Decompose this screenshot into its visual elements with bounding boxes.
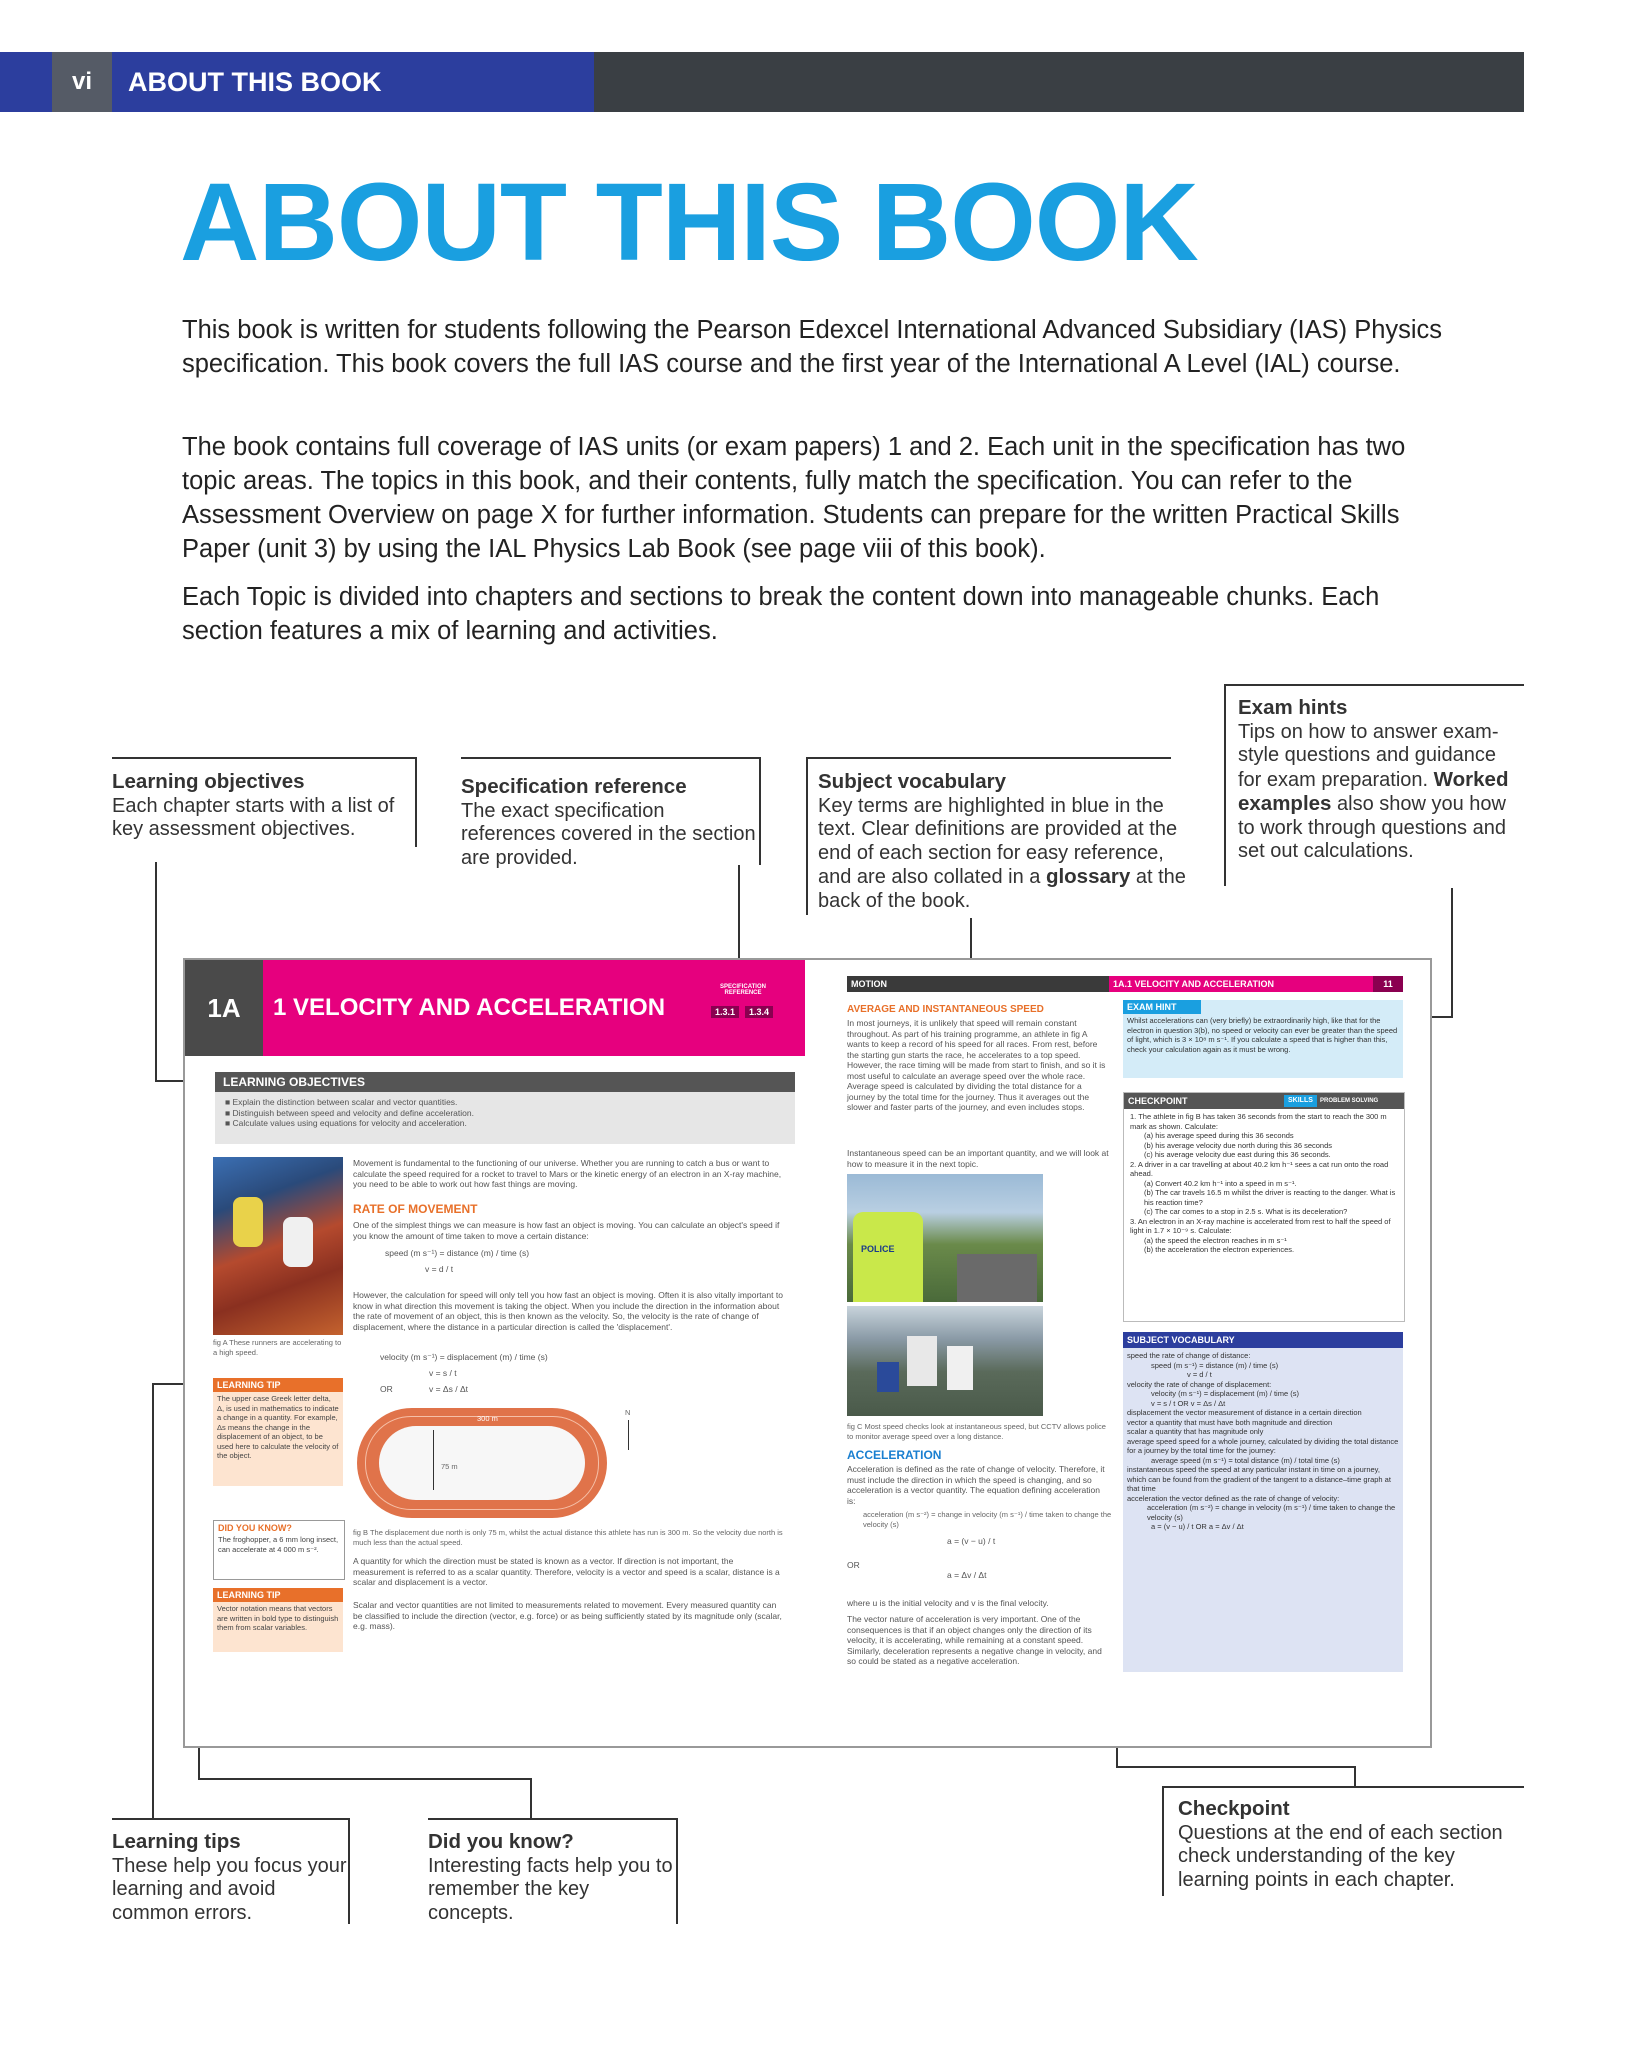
left-page [185, 960, 805, 1746]
running-head-left: MOTION [847, 976, 1109, 992]
callout-text: Each chapter starts with a list of key assessment objectives. [112, 794, 395, 840]
callout-title: Exam hints [1238, 696, 1348, 719]
lo-item: ■ Calculate values using equations for velocity and acceleration. [225, 1118, 467, 1128]
header-title: ABOUT THIS BOOK [112, 52, 594, 112]
learning-tip-heading: LEARNING TIP [213, 1378, 343, 1392]
did-you-know-text: The froghopper, a 6 mm long insect, can accelerate at 4 000 m s⁻². [218, 1535, 339, 1554]
however-text: However, the calculation for speed will only tell you how fast an object is moving. Often it is also vitally important to know in what direction this movement is taking the object. When you include the direction in the information about the rate of movement of an object, this is then known as the velocity. So, the velocity is the rate of change of displacement, where the distance in a particular direction is called the 'displacement'. [353, 1290, 783, 1332]
or-label: OR [380, 1384, 393, 1394]
skills-badge: SKILLS [1284, 1095, 1317, 1107]
callout-text: Key terms are highlighted in blue in the text. Clear definitions are provided at the end of each section for easy reference, and are also collated in a [818, 794, 1178, 888]
acc-text: Acceleration is defined as the rate of change of velocity. Therefore, it must include the direction in which the speed is changing, and so acceleration is a vector quantity. The equation defining acceleration is: [847, 1464, 1105, 1506]
problem-solving-label: PROBLEM SOLVING [1320, 1098, 1379, 1104]
callout-text: The exact specification references covered in the section are provided. [461, 799, 756, 869]
checkpoint-heading: CHECKPOINT SKILLS PROBLEM SOLVING [1124, 1093, 1404, 1109]
vocab-list: speed the rate of change of distance: speed (m s⁻¹) = distance (m) / time (s) v = d / t velocity the rate of change of displacement: velocity (m s⁻¹) = displacement (m) / time (s) v = s / t OR v = Δs / Δt displacement the vector measurement of distance in a certain direction vector a quantity that must have both magnitude and direction scalar a quantity that has magnitude only average speed speed for a whole journey, calculated by dividing the total distance for a journey by the total time for the journey: average speed (m s⁻¹) = total distance (m) / total time (s) instantaneous speed the speed at any particular instant in time on a journey, which can be found from the gradient of the tangent to a distance–time graph at that time acceleration the vector defined as the rate of change of velocity: acceleration (m s⁻²) = change in velocity (m s⁻¹) / time taken to change the velocity (s) a = (v − u) / t OR a = Δv / Δt [1127, 1351, 1399, 1531]
rate-text: One of the simplest things we can measure is how fast an object is moving. You can calculate an object's speed if you know the amount of time taken to move a certain distance: [353, 1220, 780, 1241]
where-text: where u is the initial velocity and v is the final velocity. [847, 1598, 1049, 1608]
intro-paragraph-3: Each Topic is divided into chapters and sections to break the content down into manageable chunks. Each section features a mix of learning and activities. [182, 583, 1380, 645]
book-spread-sample [183, 958, 1432, 1748]
running-track [357, 1408, 607, 1518]
callout-text: Interesting facts help you to remember the key concepts. [428, 1854, 673, 1924]
header-accent [0, 52, 52, 112]
callout-checkpoint [1178, 1797, 1528, 1892]
police-label: POLICE [861, 1244, 895, 1254]
callout-text: Questions at the end of each section check understanding of the key learning points in each chapter. [1178, 1821, 1503, 1891]
exam-hint-box [1123, 1000, 1403, 1078]
callout-title: Checkpoint [1178, 1797, 1290, 1820]
page-number-small: 11 [1373, 976, 1403, 992]
lo-list [215, 1092, 795, 1144]
callout-title: Learning objectives [112, 770, 305, 793]
speed-equation-2: v = d / t [425, 1264, 454, 1274]
fig-a-caption: fig A These runners are accelerating to a high speed. [213, 1338, 342, 1357]
chapter-code: 1A [185, 960, 263, 1056]
acc-equation: acceleration (m s⁻²) = change in velocity (m s⁻¹) / time taken to change the velocity (s) [863, 1510, 1112, 1529]
callout-bold: glossary [1045, 865, 1131, 888]
acc-equation-3: a = Δv / Δt [947, 1570, 987, 1580]
lo-item: ■ Distinguish between speed and velocity and define acceleration. [225, 1107, 474, 1118]
callout-learning-tips [112, 1830, 352, 1925]
callout-text: These help you focus your learning and avoid common errors. [112, 1854, 347, 1924]
did-you-know-box [213, 1520, 345, 1580]
intro-paragraph-2: The book contains full coverage of IAS units (or exam papers) 1 and 2. Each unit in the specification has two topic areas. The topics in this book, and their contents, fully match the specification. You can refer to the Assessment Overview on page X for further information. Students can prepare for the written Practical Skills Paper (unit 3) by using the IAL Physics Lab Book (see page viii of this book). [182, 433, 1406, 563]
intro-paragraph-1: This book is written for students following the Pearson Edexcel International Advanced Subsidiary (IAS) Physics specification. This book covers the full IAS course and the first year of the International A Level (IAL) course. [182, 316, 1443, 378]
spec-code-1: 1.3.1 [711, 1006, 739, 1018]
lo-heading: LEARNING OBJECTIVES [215, 1072, 795, 1092]
velocity-equation: velocity (m s⁻¹) = displacement (m) / time (s) [380, 1352, 548, 1362]
page-title: ABOUT THIS BOOK [180, 161, 1198, 284]
right-page [847, 960, 1427, 1746]
avg-text: In most journeys, it is unlikely that speed will remain constant throughout. As part of his training programme, an athlete in fig A wants to keep a record of his speed for all races. From rest, before the starting gun starts the race, he accelerates to a top speed. However, the race timing will be made from start to finish, and so it is most useful to calculate an average speed over the whole race. Average speed is calculated by dividing the total distance for a journey by the total time for the journey. Thus it averages out the slower and faster parts of the journey, and even includes stops. [847, 1018, 1106, 1112]
learning-tip-text: The upper case Greek letter delta, Δ, is used in mathematics to indicate a change in a quantity. For example, Δs means the change in the displacement of an object, to be used here to calculate the velocity of the object. [217, 1394, 339, 1460]
intro-text: Movement is fundamental to the functioning of our universe. Whether you are running to catch a bus or want to calculate the speed required for a rocket to travel to Mars or the kinetic energy of an electron in an X-ray machine, you need to be able to work out how fast things are moving. [353, 1158, 782, 1189]
callout-title: Subject vocabulary [818, 770, 1006, 793]
exam-hint-heading: EXAM HINT [1123, 1000, 1201, 1014]
callout-spec-reference [461, 775, 761, 870]
learning-tip-heading: LEARNING TIP [213, 1588, 343, 1602]
track-300-label: 300 m [477, 1414, 498, 1423]
chapter-banner [263, 960, 805, 1056]
learning-tip-box [213, 1378, 343, 1486]
callout-exam-hints [1238, 696, 1518, 864]
fig-c-caption: fig C Most speed checks look at instantaneous speed, but CCTV allows police to monitor average speed over a long distance. [847, 1422, 1106, 1441]
callout-text: Tips on how to answer exam-style questions and guidance for exam preparation. [1238, 720, 1499, 791]
acc-equation-2: a = (v − u) / t [947, 1536, 996, 1546]
lo-item: ■ Explain the distinction between scalar and vector quantities. [225, 1097, 458, 1107]
running-head-right: 1A.1 VELOCITY AND ACCELERATION [1109, 976, 1403, 992]
subject-vocab-heading: SUBJECT VOCABULARY [1123, 1332, 1403, 1348]
speed-equation: speed (m s⁻¹) = distance (m) / time (s) [385, 1248, 530, 1258]
rate-heading: RATE OF MOVEMENT [353, 1202, 478, 1216]
exam-hint-text: Whilst accelerations can (very briefly) be extraordinarily high, like that for the electron in question 3(b), no speed or velocity can ever be greater than the speed of light, which is 3 × 10⁸ m s⁻¹. If you calculate a speed that is higher than this, check your calculation again as it must be wrong. [1127, 1016, 1398, 1054]
fig-b-caption: fig B The displacement due north is only 75 m, whilst the actual distance this athlete has run is 300 m. So the velocity due north is much less than the actual speed. [353, 1528, 783, 1547]
velocity-equation-3: v = Δs / Δt [429, 1384, 468, 1394]
learning-tip-text: Vector notation means that vectors are written in bold type to distinguish them from scalar variables. [217, 1604, 339, 1632]
callout-tail: also show you how to work through questions and set out calculations. [1238, 793, 1506, 862]
police-photo [847, 1174, 1043, 1302]
callout-title: Learning tips [112, 1830, 241, 1853]
checkpoint-questions: 1. The athlete in fig B has taken 36 seconds from the start to reach the 300 m mark as shown. Calculate: (a) his average speed during this 36 seconds (b) his average velocity due north during this 36 seconds (c) his average velocity due east during this 36 seconds. 2. A driver in a car travelling at about 40.2 km h⁻¹ sees a cat run onto the road ahead. (a) Convert 40.2 km h⁻¹ into a speed in m s⁻¹. (b) The car travels 16.5 m whilst the driver is reacting to the danger. What is his reaction time? (c) The car comes to a stop in 2.5 s. What is its deceleration? 3. An electron in an X-ray machine is accelerated from rest to half the speed of light in 1.7 × 10⁻⁹ s. Calculate: (a) the speed the electron reaches in m s⁻¹ (b) the acceleration the electron experiences. [1130, 1112, 1396, 1254]
callout-title: Did you know? [428, 1830, 574, 1853]
callout-learning-objectives [112, 770, 412, 842]
learning-tip-box [213, 1588, 343, 1652]
callout-title: Specification reference [461, 775, 687, 798]
page-number: vi [52, 52, 112, 112]
callout-did-you-know [428, 1830, 678, 1925]
callout-tail: at the back of the book. [818, 866, 1186, 912]
scalar-text: Scalar and vector quantities are not limited to measurements related to movement. Every measured quantity can be classified to include the direction (vector, e.g. force) or as being sufficiently stated by its magnitude only (scalar, e.g. mass). [353, 1600, 782, 1631]
or-label: OR [847, 1560, 860, 1570]
runners-photo [213, 1157, 343, 1335]
inst-text: Instantaneous speed can be an important quantity, and we will look at how to measure it in the next topic. [847, 1148, 1109, 1169]
callout-bold: Worked examples [1238, 767, 1509, 815]
avg-heading: AVERAGE AND INSTANTANEOUS SPEED [847, 1004, 1044, 1015]
vector-text: A quantity for which the direction must be stated is known as a vector. If direction is not important, the measurement is referred to as a scalar quantity. Therefore, velocity is a vector and speed is a scalar, distance is a scalar and displacement is a vector. [353, 1556, 780, 1587]
vector-nature-text: The vector nature of acceleration is very important. One of the consequences is that if an object changes only the direction of its velocity, it is accelerating, while remaining at a constant speed. Similarly, deceleration represents a negative change in velocity, and so could be stated as a negative acceleration. [847, 1614, 1102, 1666]
subject-vocab-box [1123, 1332, 1403, 1672]
motorway-photo [847, 1306, 1043, 1416]
velocity-equation-2: v = s / t [429, 1368, 457, 1378]
chapter-title: 1 VELOCITY AND ACCELERATION [273, 994, 666, 1021]
acc-heading: ACCELERATION [847, 1448, 942, 1462]
callout-subject-vocab [818, 770, 1188, 913]
checkpoint-box [1123, 1092, 1405, 1322]
spec-code-2: 1.3.4 [745, 1006, 773, 1018]
track-75-label: 75 m [441, 1462, 458, 1471]
header-bar [594, 52, 1524, 112]
did-you-know-heading: DID YOU KNOW? [218, 1523, 292, 1533]
north-label: N [625, 1408, 631, 1417]
spec-label: SPECIFICATION REFERENCE [720, 984, 766, 996]
